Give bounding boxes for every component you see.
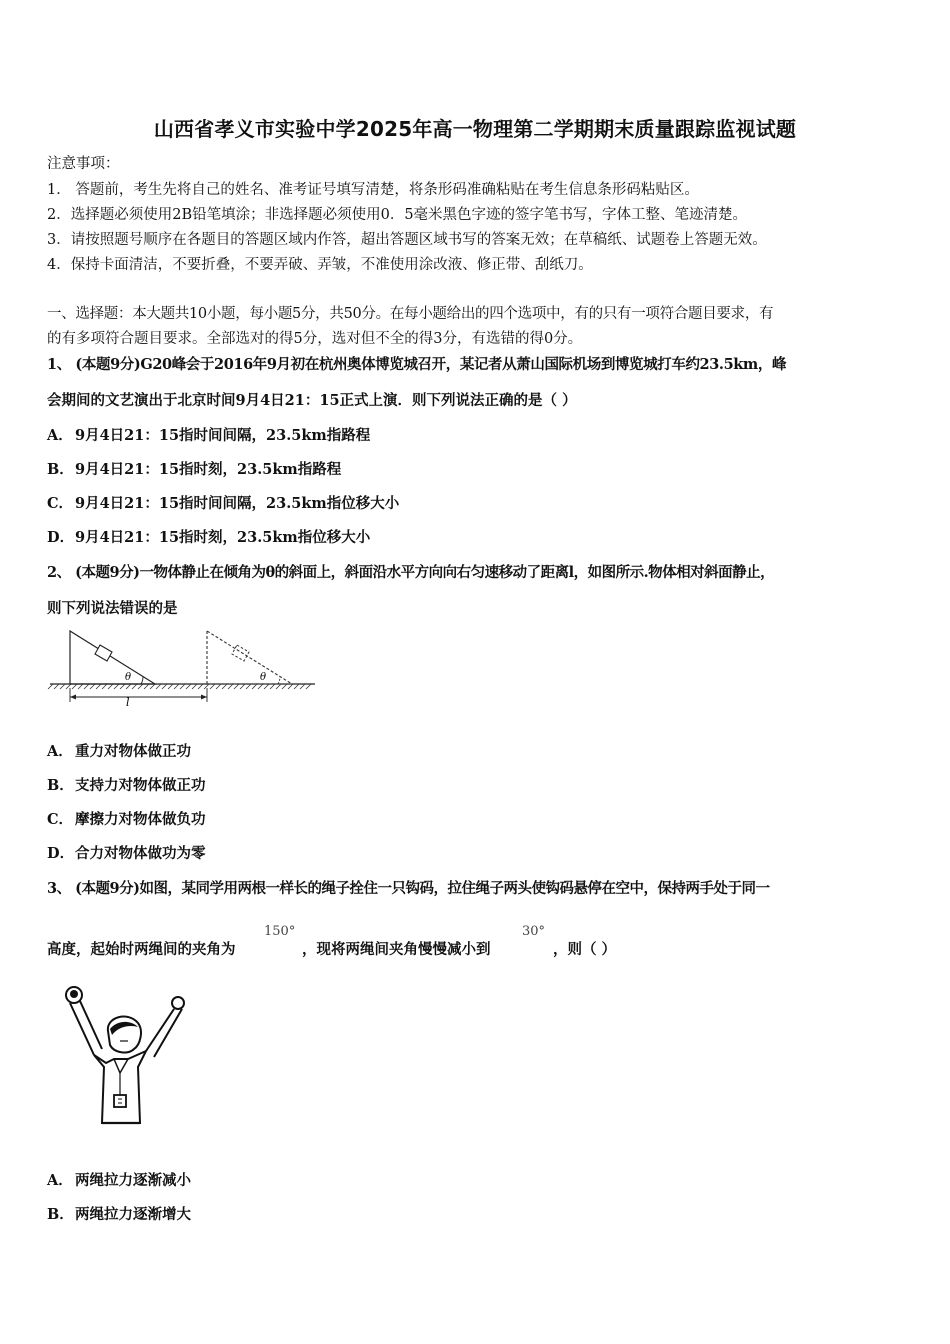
notice-item: 1． 答题前，考生先将自己的姓名、准考证号填写清楚，将条形码准确粘贴在考生信息条形码粘贴区。 xyxy=(47,182,699,198)
question-3-stem-part: ，现将两绳间夹角慢慢减小到 xyxy=(302,941,491,958)
incline-diagram xyxy=(45,626,325,708)
question-2-option-a xyxy=(47,740,191,761)
question-2-stem: 则下列说法错误的是 xyxy=(47,600,178,617)
question-1-stem: 会期间的文艺演出于北京时间9月4日21：15正式上演．则下列说法正确的是（ ） xyxy=(47,392,577,409)
option-label: A． xyxy=(47,427,73,444)
question-1-option-a xyxy=(47,424,370,445)
student-hanging-weight-figure xyxy=(58,983,190,1133)
question-2-stem: 2、 (本题9分)一物体静止在倾角为θ的斜面上，斜面沿水平方向向右匀速移动了距离l，如图所示.物体相对斜面静止， xyxy=(47,564,775,581)
notice-item: 3．请按照题号顺序在各题目的答题区域内作答，超出答题区域书写的答案无效；在草稿纸、试题卷上答题无效。 xyxy=(47,232,767,248)
option-label: D． xyxy=(47,845,75,862)
option-text: 9月4日21：15指时刻，23.5km指路程 xyxy=(75,461,342,478)
question-1-option-b xyxy=(47,458,341,479)
question-3-option-b xyxy=(47,1203,191,1224)
angle-end: 30° xyxy=(522,924,546,939)
option-text: 9月4日21：15指时间间隔，23.5km指位移大小 xyxy=(75,495,400,512)
option-label: A． xyxy=(47,743,73,760)
option-label: C． xyxy=(47,811,74,828)
option-text: 两绳拉力逐渐减小 xyxy=(75,1172,191,1189)
option-label: B． xyxy=(47,777,74,794)
question-3-option-a xyxy=(47,1169,191,1190)
page-title: 山西省孝义市实验中学2025年高一物理第二学期期末质量跟踪监视试题 xyxy=(153,117,797,141)
option-label: B． xyxy=(47,1206,74,1223)
question-3-stem: 3、 (本题9分)如图，某同学用两根一样长的绳子拴住一只钩码，拉住绳子两头使钩码悬停在空中，保持两手处于同一 xyxy=(47,880,770,897)
question-2-option-c xyxy=(47,808,206,829)
question-1-option-c xyxy=(47,492,399,513)
theta-label: θ xyxy=(260,672,267,683)
question-2-option-b xyxy=(47,774,206,795)
angle-start: 150° xyxy=(264,924,296,939)
distance-label: l xyxy=(126,696,130,708)
question-1-stem: 1、 (本题9分)G20峰会于2016年9月初在杭州奥体博览城召开，某记者从萧山国际机场到博览城打车约23.5km，峰 xyxy=(47,356,787,373)
notice-item: 2．选择题必须使用2B铅笔填涂；非选择题必须使用0．5毫米黑色字迹的签字笔书写，字体工整、笔迹清楚。 xyxy=(47,207,748,223)
option-text: 重力对物体做正功 xyxy=(75,743,191,760)
section-intro-line: 的有多项符合题目要求。全部选对的得5分，选对但不全的得3分，有选错的得0分。 xyxy=(47,331,583,347)
option-label: C． xyxy=(47,495,74,512)
option-label: B． xyxy=(47,461,74,478)
question-1-option-d xyxy=(47,526,370,547)
option-label: D． xyxy=(47,529,75,546)
theta-label: θ xyxy=(125,672,132,683)
option-text: 两绳拉力逐渐增大 xyxy=(75,1206,191,1223)
option-text: 9月4日21：15指时间间隔，23.5km指路程 xyxy=(75,427,371,444)
notice-heading: 注意事项： xyxy=(47,156,120,172)
question-3-stem-part: 高度，起始时两绳间的夹角为 xyxy=(47,941,236,958)
notice-item: 4．保持卡面清洁，不要折叠，不要弄破、弄皱，不准使用涂改液、修正带、刮纸刀。 xyxy=(47,257,593,273)
option-text: 支持力对物体做正功 xyxy=(75,777,206,794)
section-intro-line: 一、选择题：本大题共10小题，每小题5分，共50分。在每小题给出的四个选项中，有的只有一项符合题目要求，有 xyxy=(47,306,774,322)
question-3-stem-part: ，则（ ） xyxy=(553,941,617,958)
option-label: A． xyxy=(47,1172,73,1189)
option-text: 9月4日21：15指时刻，23.5km指位移大小 xyxy=(75,529,371,546)
option-text: 合力对物体做功为零 xyxy=(75,845,206,862)
question-2-option-d xyxy=(47,842,206,863)
option-text: 摩擦力对物体做负功 xyxy=(75,811,206,828)
